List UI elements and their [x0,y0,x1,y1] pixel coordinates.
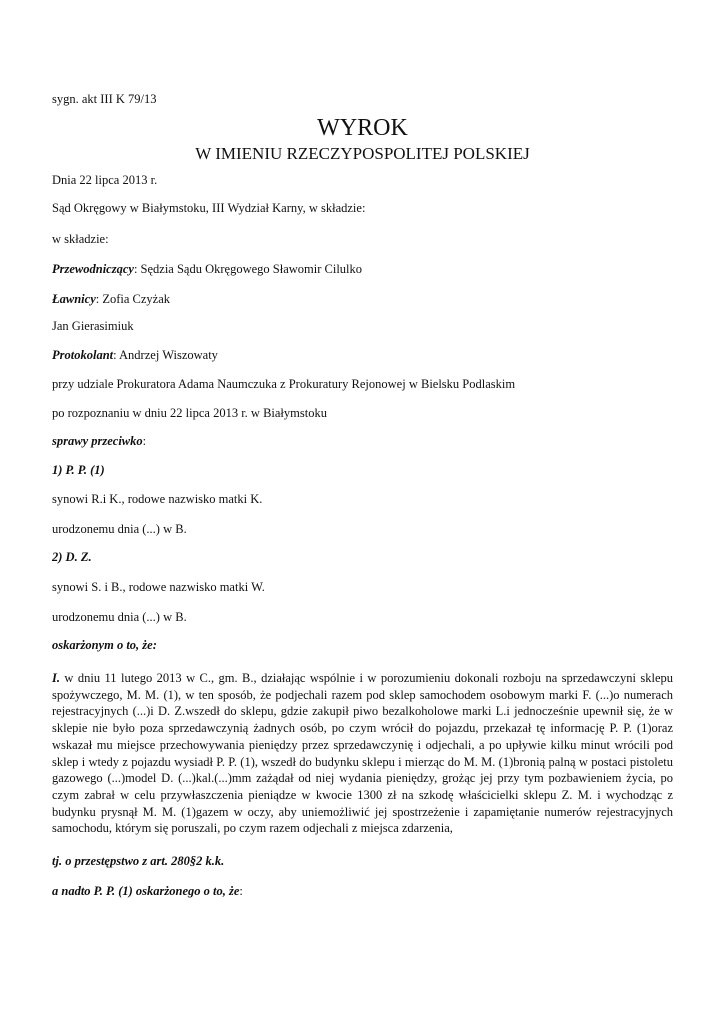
legal-qualification: tj. o przestępstwo z art. 280§2 k.k. [52,854,225,868]
additional-charge-suffix: : [239,884,243,898]
case-against-suffix: : [142,434,147,448]
lay-judges-label: Ławnicy [52,292,96,306]
composition-line: w składzie: [52,232,109,246]
charge-1-text: w dniu 11 lutego 2013 w C., gm. B., działając wspólnie i w porozumieniu dokonali rozboju na sprzedawczyni sklepu spożywczego, M. M. (1), w ten sposób, że podjechali razem pod sklep samochodem osobowym marki F. (...)o numerach rejestracyjnych (...)i D. Z.wszedł do sklepu, gdzie zakupił piwo bezalkoholowe marki L.i jednocześnie upewnił się, że w sklepie nie było poza sprzedawczynią żadnych osób, po czym wrócił do pojazdu, przekazał tę informację P. P. (1)oraz wskazał mu miejsce przechowywania pieniędzy przez sprzedawczynię i odjechali, a po upływie kilku minut wrócili pod sklep i wtedy z pojazdu wysiadł P. P. (1), wszedł do budynku sklepu i mierząc do M. M. (1)bronią palną w postaci pistoletu gazowego (...)model D. (...)kal.(...)mm zażądał od niej wydania pieniędzy, grożąc jej przy tym pozbawieniem życia, po czym zabrał w celu przywłaszczenia pieniądze w kwocie 1300 zł na szkodę właścicielki sklepu Z. M. i wychodząc z budynku prysnął M. M. (1)gazem w oczy, aby uniemożliwić jej spostrzeżenie i zapamiętanie numerów rejestracyjnych samochodu, którym się poruszali, po czym razem odjechali z miejsca zdarzenia, [52,671,673,836]
defendant-2-parents: synowi S. i B., rodowe nazwisko matki W. [52,580,265,594]
presiding-judge [52,261,362,277]
presiding-label: Przewodniczący [52,262,134,276]
accused-of-heading: oskarżonym o to, że: [52,638,157,652]
date-line: Dnia 22 lipca 2013 r. [52,173,158,187]
document-subtitle: W IMIENIU RZECZYPOSPOLITEJ POLSKIEJ [195,144,530,163]
charge-1-marker: I. [52,671,60,685]
defendant-2-born: urodzonemu dnia (...) w B. [52,610,187,624]
case-number: sygn. akt III K 79/13 [52,92,157,106]
lay-judges-value: : Zofia Czyżak [95,292,171,306]
presiding-value: : Sędzia Sądu Okręgowego Sławomir Cilulko [133,262,363,276]
case-against-label: sprawy przeciwko [52,434,143,448]
charge-1-paragraph [52,670,673,837]
defendant-2-heading: 2) D. Z. [52,550,92,564]
lay-judges [52,291,170,307]
additional-charge-label: a nadto P. P. (1) oskarżonego o to, że [52,884,240,898]
recorder-label: Protokolant [52,348,114,362]
recorder-value: : Andrzej Wiszowaty [113,348,218,362]
recorder [52,347,218,363]
defendant-1-heading: 1) P. P. (1) [52,463,105,477]
document-title: WYROK [317,115,408,141]
additional-charge-intro [52,883,243,899]
defendant-1-born: urodzonemu dnia (...) w B. [52,522,187,536]
case-against [52,433,146,449]
lay-judge-2: Jan Gierasimiuk [52,319,134,333]
defendant-1-parents: synowi R.i K., rodowe nazwisko matki K. [52,492,263,506]
prosecutor-line: przy udziale Prokuratora Adama Naumczuka z Prokuratury Rejonowej w Bielsku Podlaskim [52,377,516,391]
court-line: Sąd Okręgowy w Białymstoku, III Wydział Karny, w składzie: [52,201,366,215]
hearing-line: po rozpoznaniu w dniu 22 lipca 2013 r. w Białymstoku [52,406,327,420]
